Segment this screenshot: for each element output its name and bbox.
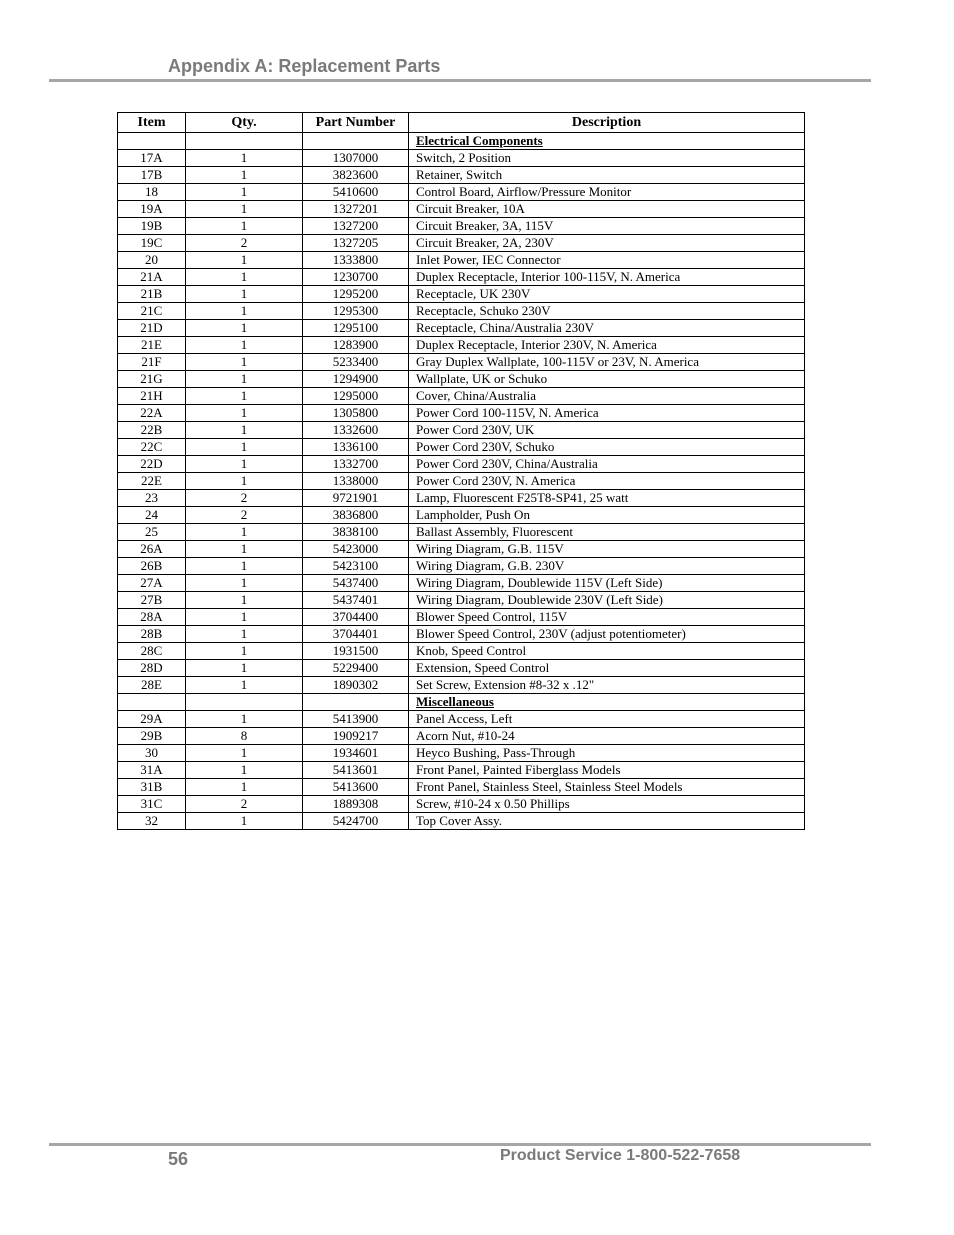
cell-qty: 1	[186, 320, 303, 337]
cell-part-number: 5413900	[303, 711, 409, 728]
cell-item: 28A	[118, 609, 186, 626]
cell-item: 19C	[118, 235, 186, 252]
cell-part-number: 5423000	[303, 541, 409, 558]
cell-part-number: 1327205	[303, 235, 409, 252]
cell-item: 21H	[118, 388, 186, 405]
cell-item: 23	[118, 490, 186, 507]
cell-qty: 1	[186, 354, 303, 371]
cell-part-number: 1294900	[303, 371, 409, 388]
table-row	[118, 524, 805, 541]
cell-qty: 1	[186, 286, 303, 303]
cell-part-number: 9721901	[303, 490, 409, 507]
cell-part-number: 1295200	[303, 286, 409, 303]
table-row	[118, 218, 805, 235]
cell-part-number: 1889308	[303, 796, 409, 813]
cell-description: Power Cord 100-115V, N. America	[409, 405, 805, 422]
cell-description: Front Panel, Painted Fiberglass Models	[409, 762, 805, 779]
column-header-part-number: Part Number	[303, 113, 409, 133]
cell-part-number: 1338000	[303, 473, 409, 490]
cell-item: 21D	[118, 320, 186, 337]
cell-description: Control Board, Airflow/Pressure Monitor	[409, 184, 805, 201]
table-row	[118, 286, 805, 303]
cell-part-number: 1307000	[303, 150, 409, 167]
parts-table-body	[118, 133, 805, 830]
cell-part-number: 1890302	[303, 677, 409, 694]
cell-item: 27B	[118, 592, 186, 609]
table-row	[118, 490, 805, 507]
cell-qty: 2	[186, 796, 303, 813]
cell-item: 26B	[118, 558, 186, 575]
cell-item: 21A	[118, 269, 186, 286]
cell-part-number: 5410600	[303, 184, 409, 201]
cell-qty: 1	[186, 473, 303, 490]
cell-description: Wiring Diagram, Doublewide 230V (Left Side)	[409, 592, 805, 609]
cell-part-number: 5424700	[303, 813, 409, 830]
cell-part-number: 1934601	[303, 745, 409, 762]
cell-description: Wallplate, UK or Schuko	[409, 371, 805, 388]
table-row	[118, 167, 805, 184]
table-row	[118, 303, 805, 320]
cell-qty: 1	[186, 184, 303, 201]
cell-item: 25	[118, 524, 186, 541]
cell-description: Circuit Breaker, 2A, 230V	[409, 235, 805, 252]
cell-description: Circuit Breaker, 10A	[409, 201, 805, 218]
cell-description: Power Cord 230V, Schuko	[409, 439, 805, 456]
cell-item: 22D	[118, 456, 186, 473]
cell-description: Receptacle, UK 230V	[409, 286, 805, 303]
cell-part-number: 5437400	[303, 575, 409, 592]
cell-qty: 1	[186, 660, 303, 677]
table-row	[118, 371, 805, 388]
cell-description: Extension, Speed Control	[409, 660, 805, 677]
cell-qty: 1	[186, 813, 303, 830]
cell-item: 31C	[118, 796, 186, 813]
table-row	[118, 337, 805, 354]
table-row	[118, 728, 805, 745]
cell-qty: 1	[186, 541, 303, 558]
table-row	[118, 575, 805, 592]
column-header-item: Item	[118, 113, 186, 133]
section-heading: Electrical Components	[409, 133, 805, 150]
parts-table	[117, 112, 805, 830]
footer-rule	[49, 1143, 871, 1146]
cell-qty: 1	[186, 371, 303, 388]
empty-cell	[186, 133, 303, 150]
cell-description: Wiring Diagram, Doublewide 115V (Left Side)	[409, 575, 805, 592]
cell-item: 28E	[118, 677, 186, 694]
cell-qty: 1	[186, 779, 303, 796]
cell-description: Lamp, Fluorescent F25T8-SP41, 25 watt	[409, 490, 805, 507]
empty-cell	[186, 694, 303, 711]
cell-item: 26A	[118, 541, 186, 558]
cell-item: 20	[118, 252, 186, 269]
table-row	[118, 558, 805, 575]
cell-item: 27A	[118, 575, 186, 592]
cell-part-number: 1327200	[303, 218, 409, 235]
cell-description: Screw, #10-24 x 0.50 Phillips	[409, 796, 805, 813]
empty-cell	[118, 133, 186, 150]
cell-part-number: 1332600	[303, 422, 409, 439]
cell-part-number: 1295100	[303, 320, 409, 337]
cell-item: 28B	[118, 626, 186, 643]
table-row	[118, 762, 805, 779]
table-row	[118, 660, 805, 677]
table-row	[118, 813, 805, 830]
cell-part-number: 1295300	[303, 303, 409, 320]
cell-qty: 1	[186, 388, 303, 405]
cell-description: Top Cover Assy.	[409, 813, 805, 830]
table-row	[118, 354, 805, 371]
table-row	[118, 456, 805, 473]
cell-item: 17B	[118, 167, 186, 184]
empty-cell	[303, 694, 409, 711]
cell-qty: 1	[186, 337, 303, 354]
cell-part-number: 5413600	[303, 779, 409, 796]
cell-item: 22B	[118, 422, 186, 439]
cell-description: Blower Speed Control, 115V	[409, 609, 805, 626]
table-row	[118, 609, 805, 626]
cell-part-number: 3838100	[303, 524, 409, 541]
cell-description: Lampholder, Push On	[409, 507, 805, 524]
cell-qty: 1	[186, 422, 303, 439]
table-row	[118, 439, 805, 456]
cell-qty: 1	[186, 524, 303, 541]
cell-qty: 1	[186, 575, 303, 592]
cell-part-number: 1283900	[303, 337, 409, 354]
cell-description: Acorn Nut, #10-24	[409, 728, 805, 745]
cell-item: 21E	[118, 337, 186, 354]
cell-item: 24	[118, 507, 186, 524]
table-row	[118, 643, 805, 660]
cell-qty: 1	[186, 439, 303, 456]
cell-item: 22C	[118, 439, 186, 456]
cell-description: Cover, China/Australia	[409, 388, 805, 405]
cell-item: 21C	[118, 303, 186, 320]
cell-description: Retainer, Switch	[409, 167, 805, 184]
table-row	[118, 507, 805, 524]
column-header-qty: Qty.	[186, 113, 303, 133]
cell-item: 22A	[118, 405, 186, 422]
cell-part-number: 3704401	[303, 626, 409, 643]
table-row	[118, 779, 805, 796]
cell-qty: 1	[186, 456, 303, 473]
cell-part-number: 1336100	[303, 439, 409, 456]
table-row	[118, 473, 805, 490]
cell-description: Circuit Breaker, 3A, 115V	[409, 218, 805, 235]
cell-description: Receptacle, China/Australia 230V	[409, 320, 805, 337]
cell-qty: 1	[186, 405, 303, 422]
cell-item: 17A	[118, 150, 186, 167]
cell-item: 21G	[118, 371, 186, 388]
empty-cell	[303, 133, 409, 150]
cell-description: Duplex Receptacle, Interior 100-115V, N. America	[409, 269, 805, 286]
cell-item: 21B	[118, 286, 186, 303]
table-row	[118, 626, 805, 643]
section-heading: Miscellaneous	[409, 694, 805, 711]
cell-part-number: 5233400	[303, 354, 409, 371]
empty-cell	[118, 694, 186, 711]
cell-description: Switch, 2 Position	[409, 150, 805, 167]
cell-description: Receptacle, Schuko 230V	[409, 303, 805, 320]
table-row	[118, 541, 805, 558]
table-row	[118, 677, 805, 694]
cell-part-number: 3704400	[303, 609, 409, 626]
cell-description: Panel Access, Left	[409, 711, 805, 728]
cell-item: 19A	[118, 201, 186, 218]
table-row	[118, 745, 805, 762]
table-row	[118, 422, 805, 439]
cell-item: 19B	[118, 218, 186, 235]
cell-part-number: 1230700	[303, 269, 409, 286]
column-header-description: Description	[409, 113, 805, 133]
cell-description: Ballast Assembly, Fluorescent	[409, 524, 805, 541]
cell-part-number: 1931500	[303, 643, 409, 660]
cell-qty: 1	[186, 167, 303, 184]
cell-item: 29B	[118, 728, 186, 745]
table-row	[118, 252, 805, 269]
cell-qty: 2	[186, 507, 303, 524]
cell-qty: 1	[186, 558, 303, 575]
table-row	[118, 592, 805, 609]
cell-description: Gray Duplex Wallplate, 100-115V or 23V, N. America	[409, 354, 805, 371]
table-row	[118, 711, 805, 728]
product-service-phone: Product Service 1-800-522-7658	[500, 1147, 741, 1164]
cell-description: Duplex Receptacle, Interior 230V, N. America	[409, 337, 805, 354]
table-row	[118, 201, 805, 218]
cell-part-number: 1327201	[303, 201, 409, 218]
cell-item: 28D	[118, 660, 186, 677]
cell-description: Wiring Diagram, G.B. 115V	[409, 541, 805, 558]
cell-item: 31A	[118, 762, 186, 779]
cell-part-number: 3823600	[303, 167, 409, 184]
cell-qty: 1	[186, 626, 303, 643]
cell-qty: 2	[186, 490, 303, 507]
cell-description: Inlet Power, IEC Connector	[409, 252, 805, 269]
page-header-title: Appendix A: Replacement Parts	[168, 56, 441, 76]
cell-item: 31B	[118, 779, 186, 796]
cell-part-number: 1909217	[303, 728, 409, 745]
cell-item: 29A	[118, 711, 186, 728]
cell-qty: 1	[186, 677, 303, 694]
table-header-row	[118, 113, 805, 133]
cell-qty: 1	[186, 745, 303, 762]
cell-part-number: 5437401	[303, 592, 409, 609]
cell-part-number: 1295000	[303, 388, 409, 405]
cell-part-number: 1332700	[303, 456, 409, 473]
cell-part-number: 5229400	[303, 660, 409, 677]
table-row	[118, 235, 805, 252]
cell-qty: 1	[186, 609, 303, 626]
cell-qty: 1	[186, 592, 303, 609]
section-row	[118, 694, 805, 711]
cell-qty: 1	[186, 762, 303, 779]
cell-qty: 1	[186, 150, 303, 167]
cell-qty: 1	[186, 269, 303, 286]
cell-description: Heyco Bushing, Pass-Through	[409, 745, 805, 762]
cell-description: Set Screw, Extension #8-32 x .12"	[409, 677, 805, 694]
cell-qty: 1	[186, 218, 303, 235]
cell-qty: 1	[186, 711, 303, 728]
cell-description: Knob, Speed Control	[409, 643, 805, 660]
table-row	[118, 320, 805, 337]
cell-description: Wiring Diagram, G.B. 230V	[409, 558, 805, 575]
cell-qty: 1	[186, 303, 303, 320]
cell-item: 32	[118, 813, 186, 830]
cell-item: 30	[118, 745, 186, 762]
cell-qty: 8	[186, 728, 303, 745]
cell-qty: 2	[186, 235, 303, 252]
cell-part-number: 1333800	[303, 252, 409, 269]
cell-item: 22E	[118, 473, 186, 490]
cell-part-number: 1305800	[303, 405, 409, 422]
table-row	[118, 388, 805, 405]
table-row	[118, 184, 805, 201]
cell-part-number: 3836800	[303, 507, 409, 524]
cell-description: Blower Speed Control, 230V (adjust potentiometer)	[409, 626, 805, 643]
cell-description: Power Cord 230V, UK	[409, 422, 805, 439]
section-row	[118, 133, 805, 150]
cell-description: Front Panel, Stainless Steel, Stainless Steel Models	[409, 779, 805, 796]
table-row	[118, 150, 805, 167]
table-row	[118, 405, 805, 422]
header-rule	[49, 79, 871, 82]
table-row	[118, 796, 805, 813]
cell-qty: 1	[186, 643, 303, 660]
cell-item: 18	[118, 184, 186, 201]
cell-item: 28C	[118, 643, 186, 660]
cell-description: Power Cord 230V, China/Australia	[409, 456, 805, 473]
cell-qty: 1	[186, 252, 303, 269]
cell-qty: 1	[186, 201, 303, 218]
cell-item: 21F	[118, 354, 186, 371]
table-row	[118, 269, 805, 286]
cell-part-number: 5423100	[303, 558, 409, 575]
cell-part-number: 5413601	[303, 762, 409, 779]
cell-description: Power Cord 230V, N. America	[409, 473, 805, 490]
page-number: 56	[168, 1149, 189, 1169]
